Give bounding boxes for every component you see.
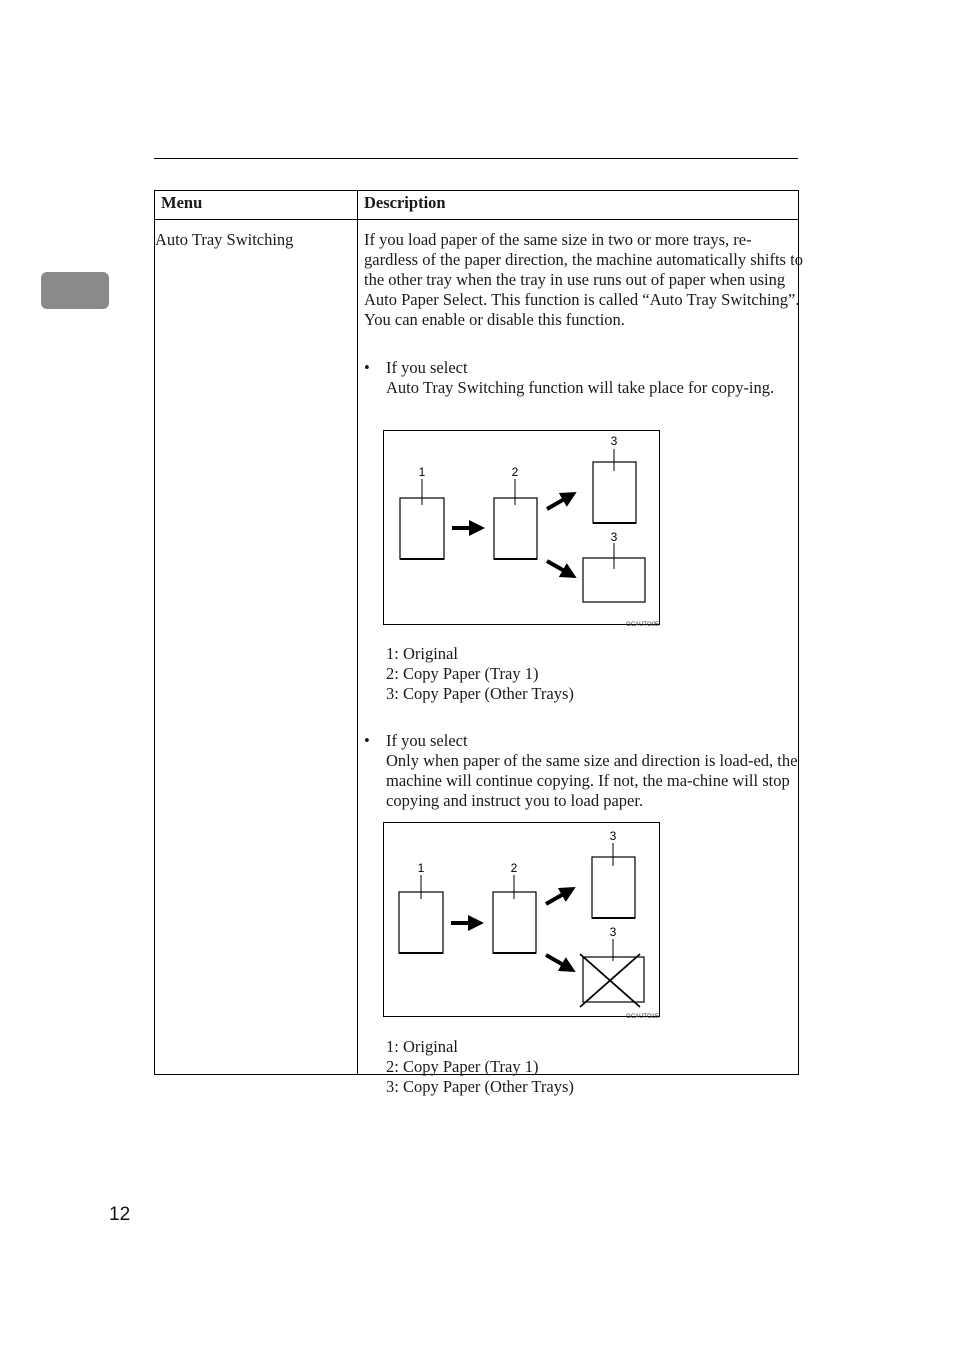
label-other-tray-b: 3 (610, 530, 618, 544)
option-heading: If you select (386, 358, 468, 377)
figure-legend (386, 644, 686, 704)
diagram-auto-tray-off (383, 822, 660, 1020)
label-other-tray-a: 3 (610, 434, 618, 448)
option-heading: If you select (386, 731, 468, 750)
chapter-tab (41, 272, 109, 309)
description-cell (358, 220, 803, 1096)
table-row (155, 220, 799, 1075)
option-text: Auto Tray Switching function will take place for copy-ing. (386, 378, 775, 397)
arrow-up-right-icon (547, 497, 568, 509)
menu-description-table (154, 190, 803, 1096)
figure-legend (386, 1037, 686, 1097)
diagram-svg (384, 823, 659, 1016)
header-rule (154, 158, 798, 159)
menu-cell (155, 220, 358, 1075)
bullet-dot: • (364, 731, 370, 750)
diagram-svg (384, 431, 659, 624)
menu-name: Auto Tray Switching (155, 230, 294, 249)
header-description: Description (358, 191, 799, 220)
figure-code: GCAUTO1E (626, 1014, 659, 1020)
label-tray1: 2 (511, 465, 519, 479)
label-original: 1 (418, 465, 426, 479)
legend-item: 3: Copy Paper (Other Trays) (386, 1077, 574, 1096)
arrow-down-right-icon (546, 955, 567, 967)
label-other-tray-a: 3 (609, 829, 617, 843)
legend-item: 1: Original (386, 644, 458, 663)
table-header-row (155, 191, 799, 220)
page-number: 12 (109, 1204, 131, 1225)
label-original: 1 (417, 861, 425, 875)
legend-item: 1: Original (386, 1037, 458, 1056)
header-menu: Menu (155, 191, 358, 220)
option-text: Only when paper of the same size and direction is load-ed, the machine will continue copying. If not, the ma-chine will stop copying and instruct you to load paper. (386, 751, 798, 810)
legend-item: 2: Copy Paper (Tray 1) (386, 1057, 539, 1076)
legend-item: 2: Copy Paper (Tray 1) (386, 664, 539, 683)
label-other-tray-b: 3 (609, 925, 617, 939)
description-intro: If you load paper of the same size in two or more trays, re-gardless of the paper direction, the machine automatically shifts to the other tray when the tray in use runs out of paper when using Auto Paper Select. This function is called “Auto Tray Switching”. You can enable or disable this function. (364, 230, 803, 329)
bullet-dot: • (364, 358, 370, 377)
label-tray1: 2 (510, 861, 518, 875)
legend-item: 3: Copy Paper (Other Trays) (386, 684, 574, 703)
arrow-down-right-icon (547, 561, 568, 573)
arrow-up-right-icon (546, 892, 567, 904)
figure-code: GCAUTO0E (626, 622, 659, 628)
diagram-auto-tray-on (383, 430, 660, 628)
